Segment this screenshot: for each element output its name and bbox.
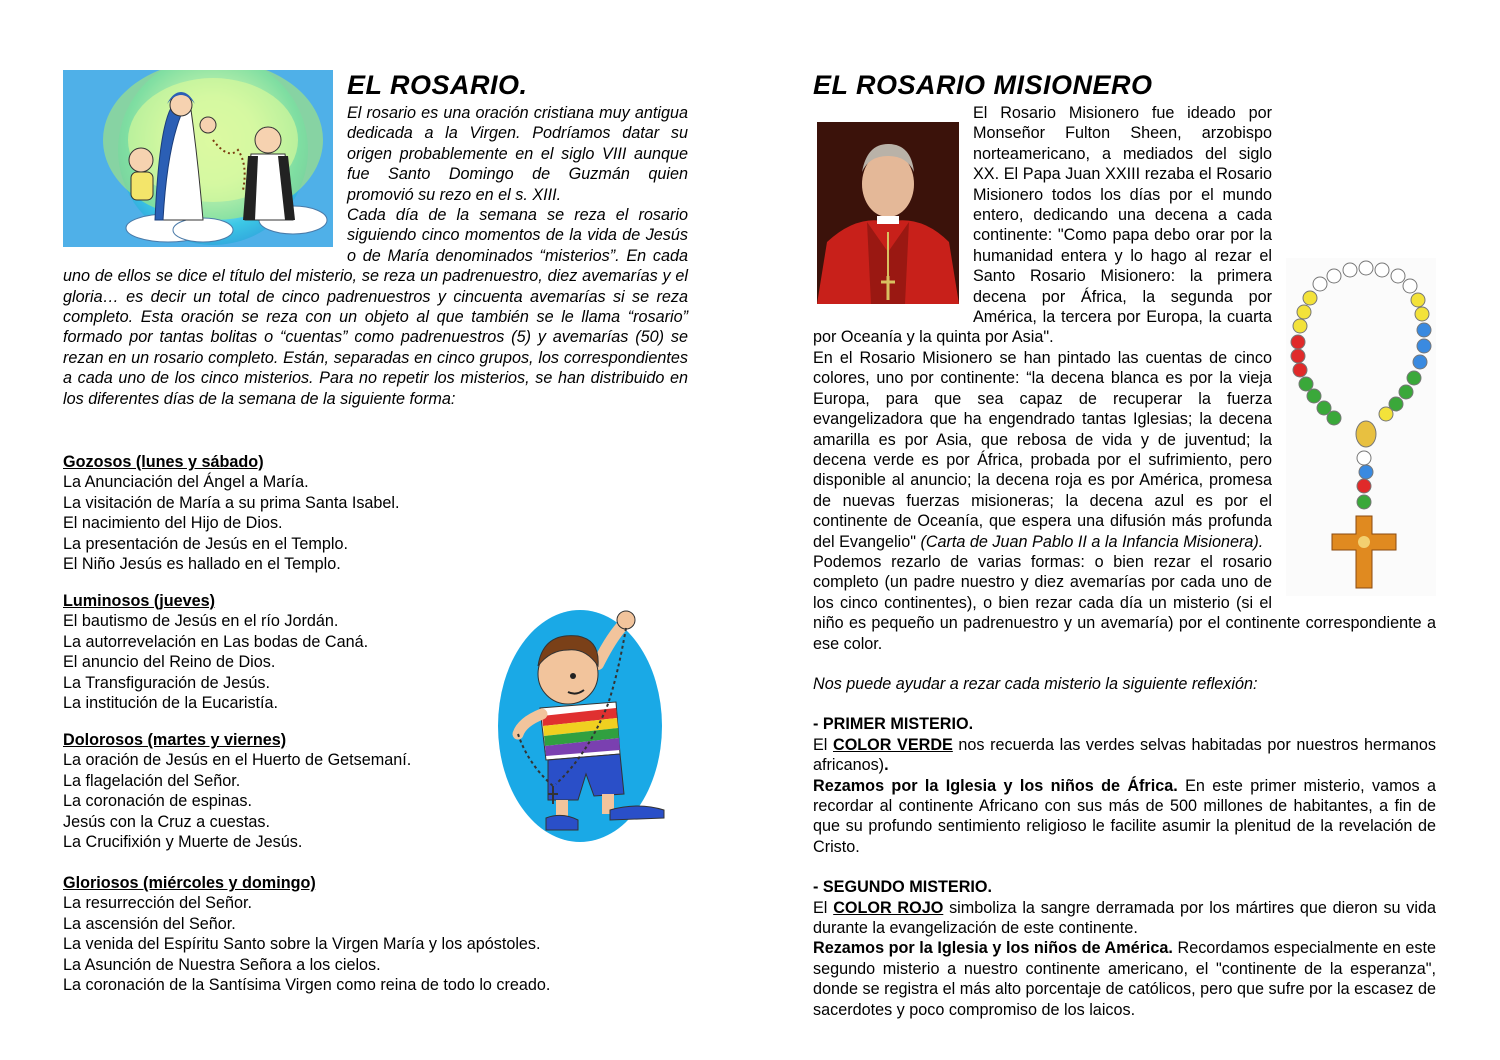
list-item: La ascensión del Señor. [63,914,236,933]
dolorosos-group [63,730,411,852]
primer-misterio-heading: - PRIMER MISTERIO. [813,715,974,734]
list-item: El Niño Jesús es hallado en el Templo. [63,555,341,574]
virgin-mary-illustration [63,70,333,247]
list-item: Jesús con la Cruz a cuestas. [63,812,270,831]
primer-misterio [813,714,1436,857]
segundo-misterio-color-line [813,898,1436,939]
list-item: La Anunciación del Ángel a María. [63,473,309,492]
list-item: La Transfiguración de Jesús. [63,673,270,692]
list-item: La autorrevelación en Las bodas de Caná. [63,632,369,651]
left-intro-paragraph-1: El rosario es una oración cristiana muy antigua dedicada a la Virgen. Podríamos datar su origen probablemente en el siglo VIII aunque fue Santo Domingo de Guzmán quien promovió su rezo en el s. XIII. [347,104,688,204]
color-verde-description: nos recuerda las verdes selvas habitadas por nuestros hermanos africanos) [813,735,1436,775]
list-item: La institución de la Eucaristía. [63,694,279,713]
segundo-misterio-prayer [813,938,1436,1020]
virgin-mary-image [63,70,333,247]
segundo-misterio-prayer-text: Recordamos especialmente en este segundo misterio a nuestro continente americano, el "continente de la esperanza", donde se registra el más alto porcentaje de católicos, pero que sufre por la escasez de sacerdotes y poco compromiso de los laicos. [813,939,1437,1019]
luminosos-heading: Luminosos (jueves) [63,592,216,610]
right-paragraph-4: Nos puede ayudar a rezar cada misterio la siguiente reflexión: [813,674,1258,693]
list-item: La coronación de la Santísima Virgen como reina de todo lo creado. [63,976,551,995]
missionary-rosary-image [1286,258,1436,596]
list-item: La flagelación del Señor. [63,771,241,790]
color-verde-label: COLOR VERDE [833,735,953,754]
right-title: EL ROSARIO MISIONERO [813,70,1153,100]
primer-misterio-prayer-title: Rezamos por la Iglesia y los niños de África. [813,776,1178,795]
list-item: La presentación de Jesús en el Templo. [63,534,348,553]
luminosos-group [63,591,368,713]
portrait-image [817,122,959,304]
gozosos-group [63,452,400,574]
left-column [63,70,688,409]
right-paragraph-2-main: En el Rosario Misionero se han pintado las cuentas de cinco colores, uno por continente: “la decena blanca es por la vieja Europa, para que sea capaz de recuperar la fuerza evangelizadora que ha engendrado tantas Iglesias; la decena amarilla es por Asia, que rebosa de vida y de juventud; la decena verde es por África, probada por el sufrimiento, pero disponible al anuncio; la decena roja es por América, promesa de nuevas fuerzas misioneras; la decena azul es por el continente de Oceanía, que espera una difusión más profunda del Evangelio" [813,348,1272,551]
gloriosos-group [63,873,550,995]
color-rojo-description: simboliza la sangre derramada por los mártires que dieron su vida durante la evangelización de este continente. [813,898,1437,938]
boy-with-rosary-illustration [498,604,670,844]
right-paragraph-2-citation: (Carta de Juan Pablo II a la Infancia Misionera). [920,532,1264,551]
segundo-misterio-heading: - SEGUNDO MISTERIO. [813,878,992,897]
primer-misterio-color-line [813,735,1436,776]
list-item: La Crucifixión y Muerte de Jesús. [63,833,303,852]
list-item: La oración de Jesús en el Huerto de Getsemaní. [63,751,412,770]
list-item: La Asunción de Nuestra Señora a los cielos. [63,955,381,974]
segundo-misterio [813,877,1436,1020]
list-item: La venida del Espíritu Santo sobre la Virgen María y los apóstoles. [63,935,541,954]
right-paragraph-1: El Rosario Misionero fue ideado por Monseñor Fulton Sheen, arzobispo norteamericano, a mediados del siglo XX. El Papa Juan XXIII rezaba el Rosario Misionero todos los días por el mundo entero, dedicando una decena a cada continente: "Como papa debo orar por la humanidad entera y lo hago al rezar el Santo Rosario Misionero: la primera decena por África, la segunda por América, la tercera por Europa, la cuarta por Oceanía y la quinta por Asia". [813,104,1272,347]
segundo-misterio-prayer-title: Rezamos por la Iglesia y los niños de América. [813,939,1173,958]
el-label: El [813,735,828,754]
list-item: La resurrección del Señor. [63,894,252,913]
color-rojo-label: COLOR ROJO [833,898,944,917]
list-item: El anuncio del Reino de Dios. [63,653,276,672]
colored-rosary [1286,258,1436,596]
right-column [813,70,1436,1020]
gloriosos-heading: Gloriosos (miércoles y domingo) [63,874,316,892]
list-item: El nacimiento del Hijo de Dios. [63,514,283,533]
left-intro-paragraph-2: Cada día de la semana se reza el rosario siguiendo cinco momentos de la vida de Jesús o de María denominados “misterios”. En cada uno de ellos se dice el título del misterio, se reza un padrenuestro, diez avemarías y el gloria… es decir un total de cinco padrenuestros y cincuenta avemarías si se reza completo. Esta oración se reza con un objeto al que también se le llama “rosario” formado por tantas bolitas o “cuentas” como padrenuestros (5) y avemarías (50) se rezan en un rosario completo. Están, separadas en cinco grupos, los correspondientes a cada uno de los cinco misterios. Para no repetir los misterios, se han distribuido en los diferentes días de la semana de la siguiente forma: [63,206,688,408]
left-title: EL ROSARIO. [347,70,528,100]
list-item: La coronación de espinas. [63,792,252,811]
el-label: El [813,898,828,917]
color-verde-dot: . [884,756,889,775]
primer-misterio-prayer-text: En este primer misterio, vamos a recordar al continente Africano con sus más de 500 millones de habitantes, a fin de que su profundo sentimiento religioso le facilite asumir la plenitud de la revelación de Cristo. [813,776,1437,856]
gozosos-heading: Gozosos (lunes y sábado) [63,453,264,471]
right-paragraph-3: Podemos rezarlo de varias formas: o bien rezar el rosario completo (un padre nuestro y diez avemarías por cada uno de los cinco continentes), o bien rezar cada día un misterio (si el niño es pequeño un padrenuestro y un avemaría) por el continente correspondiente a ese color. [813,552,1436,653]
primer-misterio-prayer [813,776,1436,858]
fulton-sheen-photo [817,122,959,304]
dolorosos-heading: Dolorosos (martes y viernes) [63,731,287,749]
list-item: La visitación de María a su prima Santa Isabel. [63,493,400,512]
list-item: El bautismo de Jesús en el río Jordán. [63,612,339,631]
boy-image [498,604,670,844]
